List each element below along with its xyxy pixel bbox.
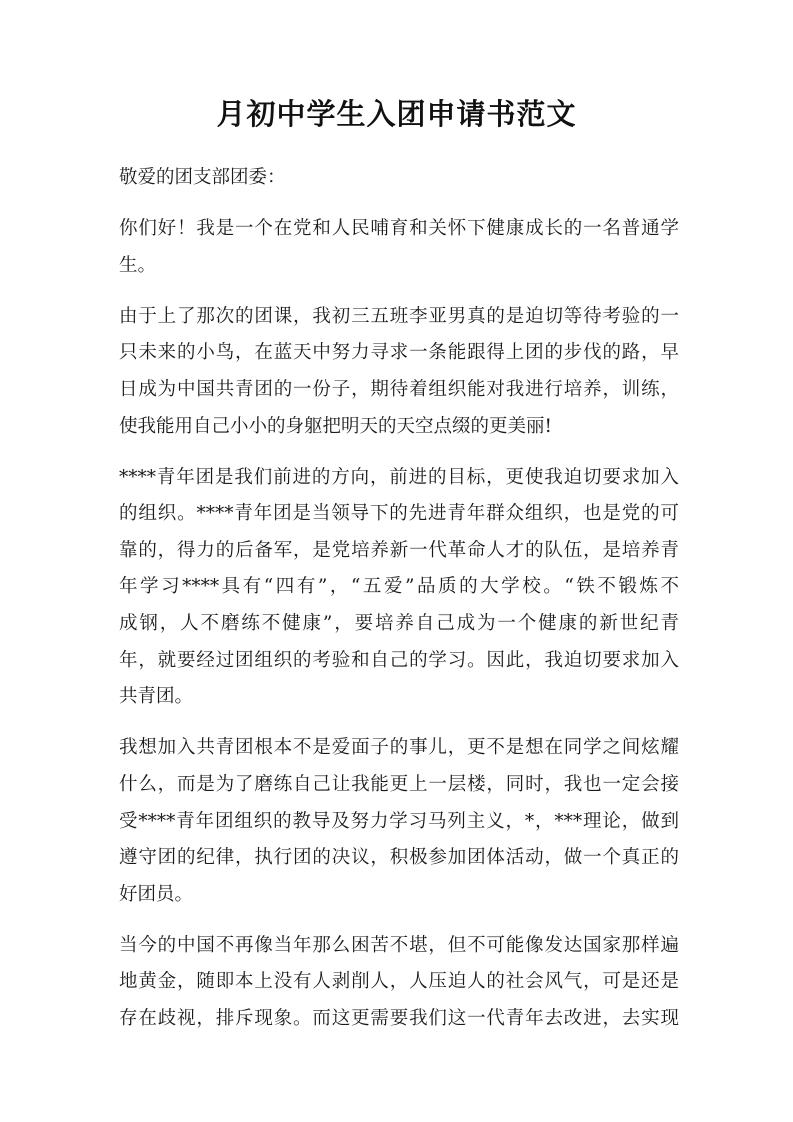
document-title: 月初中学生入团申请书范文 [216,97,577,131]
paragraph-line: 我想加入共青团根本不是爱面子的事儿，更不是想在同学之间炫耀 [119,737,679,759]
paragraph-line: 靠的，得力的后备军，是党培养新一代革命人才的队伍，是培养青 [119,539,679,561]
paragraph-line: 只未来的小鸟，在蓝天中努力寻求一条能跟得上团的步伐的路，早 [119,342,679,364]
paragraph-society [119,928,679,1038]
paragraph-line: 年学习****具有“四有”，“五爱”品质的大学校。“铁不锻炼不 [119,576,679,598]
paragraph-motivation [119,299,679,445]
paragraph-line: 好团员。 [119,883,194,905]
paragraph-line: 成钢，人不磨练不健康”，要培养自己成为一个健康的新世纪青 [119,613,679,635]
paragraph-line: 存在歧视，排斥现象。而这更需要我们这一代青年去改进，去实现 [119,1007,679,1029]
paragraph-line: 使我能用自己小小的身躯把明天的天空点缀的更美丽! [119,415,552,437]
paragraph-league-purpose [119,460,679,716]
paragraph-line: 什么，而是为了磨练自己让我能更上一层楼，同时，我也一定会接 [119,773,679,795]
paragraph-line: 生。 [119,254,157,276]
paragraph-greeting [119,211,679,284]
paragraph-line: 的组织。****青年团是当领导下的先进青年群众组织，也是党的可 [119,503,679,525]
salutation [119,160,679,197]
paragraph-line: 由于上了那次的团课，我初三五班李亚男真的是迫切等待考验的一 [119,305,679,327]
document-body [119,160,679,1052]
paragraph-line: 共青团。 [119,686,194,708]
paragraph-line: 你们好！我是一个在党和人民哺育和关怀下健康成长的一名普通学 [119,218,679,240]
paragraph-line: 日成为中国共青团的一份子，期待着组织能对我进行培养，训练， [119,378,679,400]
paragraph-line: 地黄金，随即本上没有人剥削人，人压迫人的社会风气，可是还是 [119,971,679,993]
paragraph-line: 年，就要经过团组织的考验和自己的学习。因此，我迫切要求加入 [119,649,679,671]
paragraph-line: ****青年团是我们前进的方向，前进的目标，更使我迫切要求加入 [119,466,679,488]
salutation-line: 敬爱的团支部团委： [119,167,286,188]
paragraph-line: 受****青年团组织的教导及努力学习马列主义，*，***理论，做到 [119,810,679,832]
paragraph-line: 遵守团的纪律，执行团的决议，积极参加团体活动，做一个真正的 [119,847,679,869]
paragraph-line: 当今的中国不再像当年那么困苦不堪，但不可能像发达国家那样遍 [119,934,679,956]
paragraph-commitment [119,730,679,913]
